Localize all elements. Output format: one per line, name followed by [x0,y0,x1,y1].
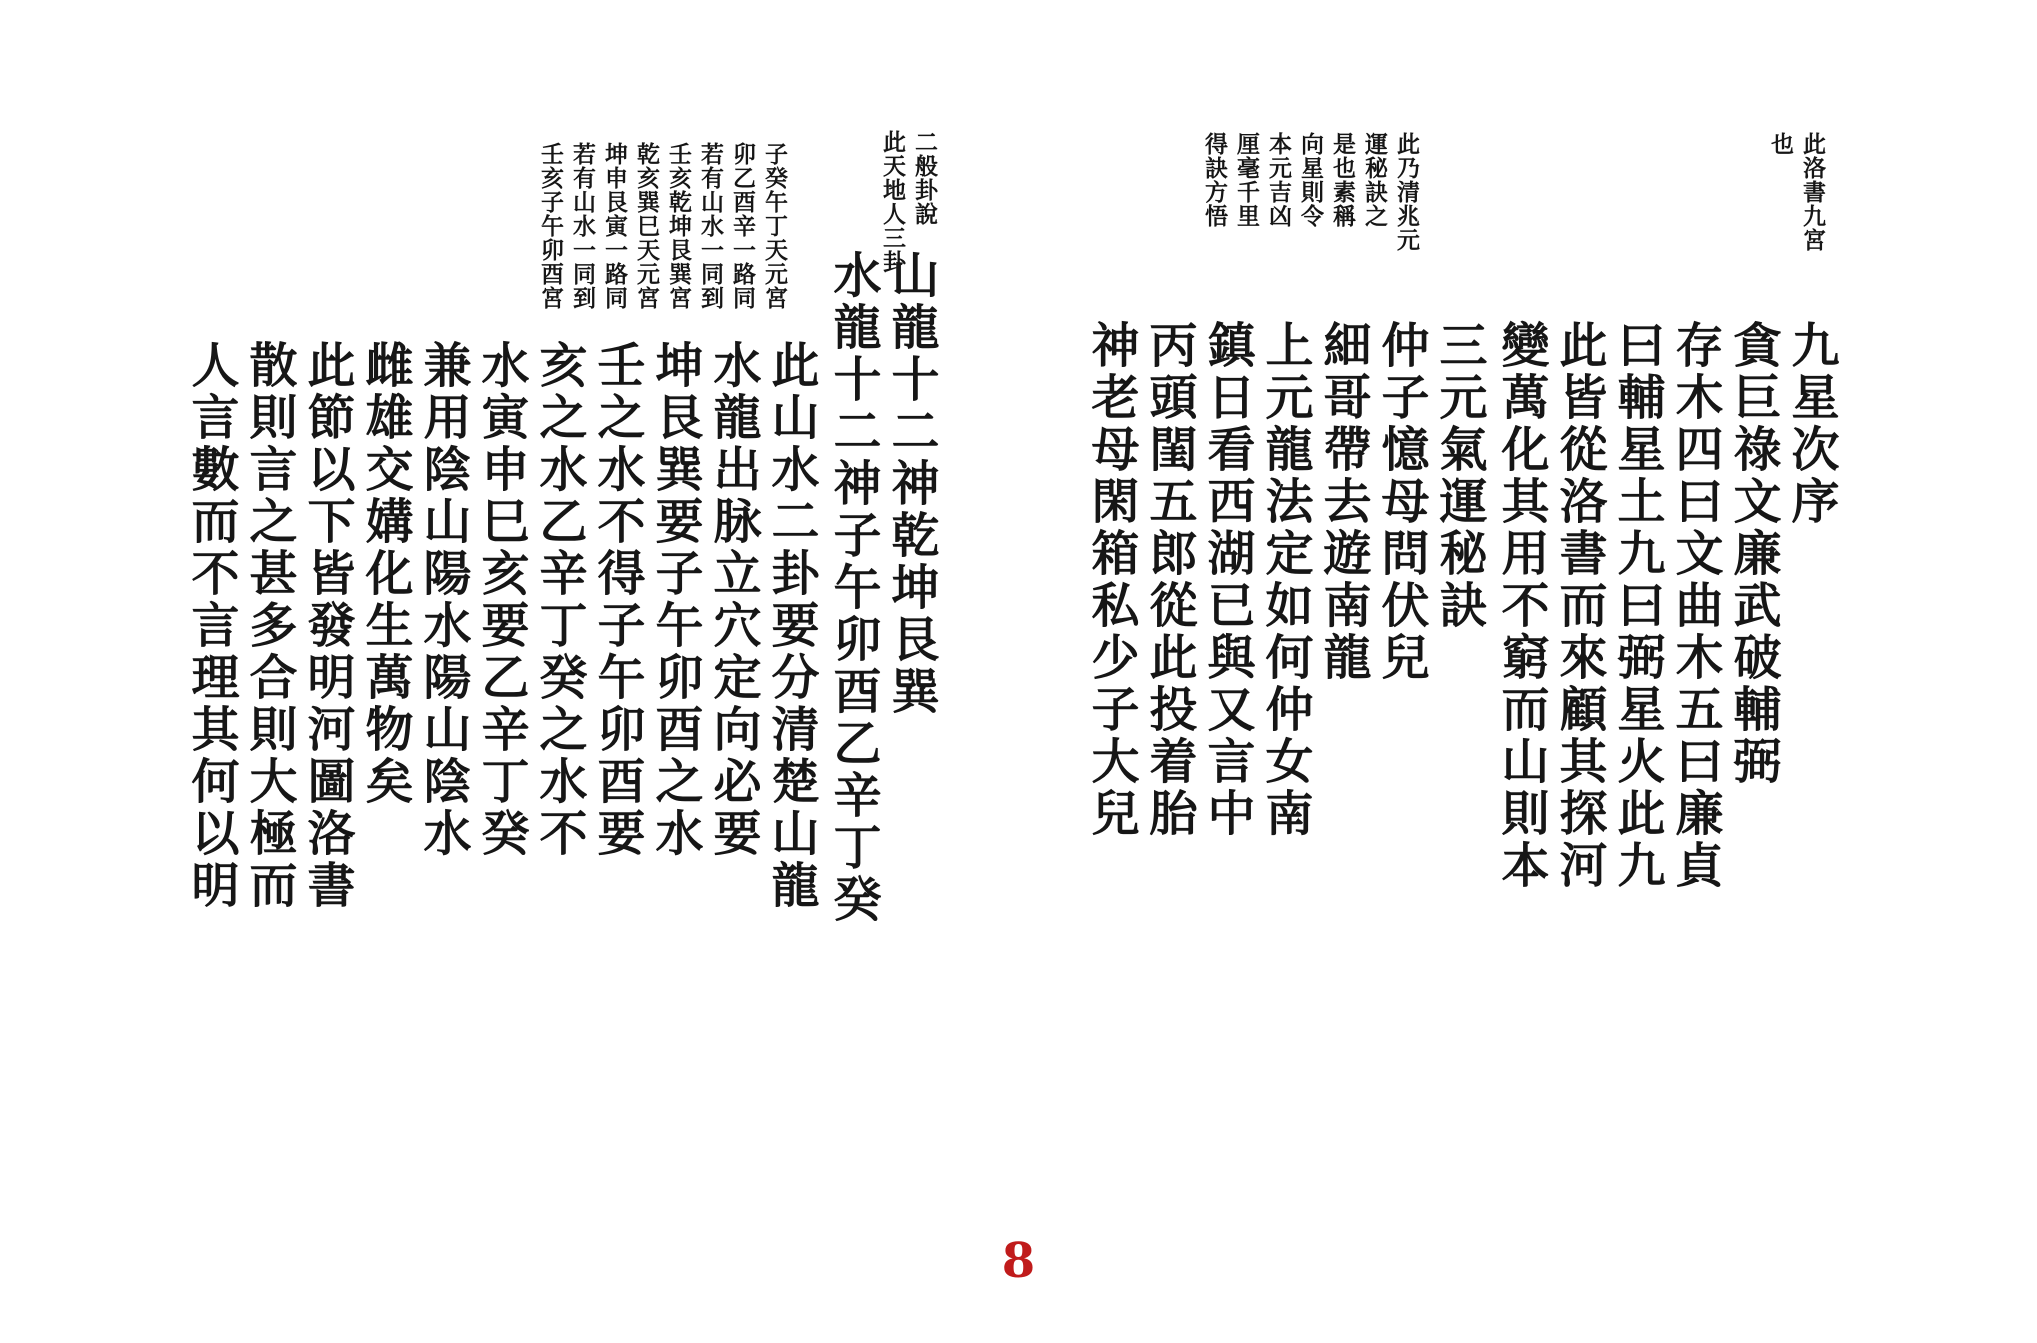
note-column: 本元吉凶 [1265,132,1292,228]
note-column: 二般卦說 [911,130,938,226]
note-column: 若有山水一同到 [697,142,724,310]
note-column: 也 [1767,132,1794,156]
note-column: 子癸午丁天元宮 [761,142,788,310]
page-number: 8 [1001,1233,1036,1289]
note-column: 卯乙酉辛一路同 [729,142,756,310]
text-column: 兼用陰山陽水陽山陰水 [415,340,471,860]
right-header-notes [1764,132,1828,252]
text-column: 水龍出脉立穴定向必要 [705,340,761,860]
left-main-mid [472,340,820,912]
right-main-top [1492,320,1840,892]
note-column: 運秘訣之 [1361,132,1388,228]
text-column: 九星次序 [1783,320,1839,528]
text-column: 此皆從洛書而來顧其探河 [1551,320,1607,892]
text-column: 山龍十二神乾坤艮巽 [883,250,939,718]
text-column: 三元氣運秘訣 [1431,320,1487,632]
text-column: 存木四曰文曲木五曰廉貞 [1667,320,1723,892]
note-column: 坤申艮寅一路同 [601,142,628,310]
note-column: 此天地人三卦 [879,130,906,274]
text-column: 亥之水乙辛丁癸之水不 [531,340,587,860]
text-column: 貪巨祿文廉武破輔弼 [1725,320,1781,788]
text-column: 此節以下皆發明河圖洛書 [299,340,355,912]
text-column: 細哥帶去遊南龍 [1315,320,1371,684]
right-page [1070,120,1840,1180]
text-column: 曰輔星土九曰弼星火此九 [1609,320,1665,892]
text-column: 神老母閑箱私少子大兒 [1083,320,1139,840]
note-column: 此乃清兆元 [1393,132,1420,252]
note-column: 乾亥巽巳天元宮 [633,142,660,310]
text-column: 水寅申巳亥要乙辛丁癸 [473,340,529,860]
text-column: 坤艮巽要子午卯酉之水 [647,340,703,860]
left-sub-notes [534,142,790,310]
note-column: 若有山水一同到 [569,142,596,310]
note-column: 是也素稱 [1329,132,1356,228]
note-column: 此洛書九宮 [1799,132,1826,252]
text-column: 仲子憶母問伏兒 [1373,320,1429,684]
right-sub-notes [1198,132,1422,252]
note-column: 厘毫千里 [1233,132,1260,228]
text-column: 上元龍法定如何仲女南 [1257,320,1313,840]
note-column: 壬亥子午卯酉宮 [537,142,564,310]
text-column: 散則言之甚多合則大極而 [241,340,297,912]
note-column: 得訣方悟 [1201,132,1228,228]
note-column: 向星則令 [1297,132,1324,228]
text-column: 鎮日看西湖已與又言中 [1199,320,1255,840]
left-main-low [182,340,472,912]
left-main-top [824,250,940,926]
text-column: 變萬化其用不窮而山則本 [1493,320,1549,892]
text-column: 水龍十二神子午卯酉乙辛丁癸 [825,250,881,926]
text-column: 雌雄交媾化生萬物矣 [357,340,413,808]
text-column: 人言數而不言理其何以明 [183,340,239,912]
text-column: 丙頭閨五郎從此投着胎 [1141,320,1197,840]
text-column: 此山水二卦要分清楚山龍 [763,340,819,912]
note-column: 壬亥乾坤艮巽宮 [665,142,692,310]
left-page [170,120,940,1180]
right-main-low [1082,320,1488,840]
text-column: 壬之水不得子午卯酉要 [589,340,645,860]
